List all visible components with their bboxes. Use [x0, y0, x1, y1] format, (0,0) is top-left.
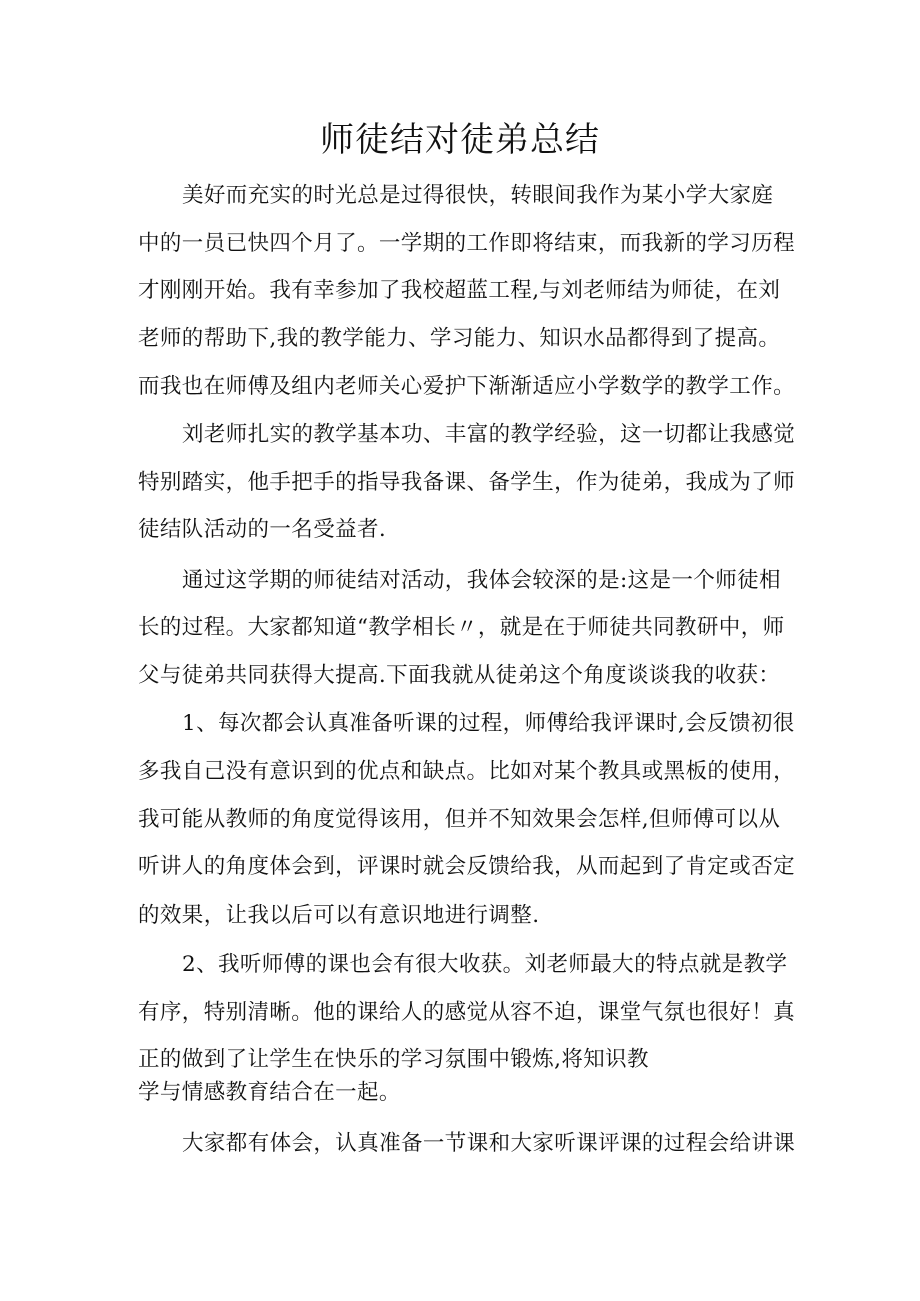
paragraph-line: 父与徒弟共同获得大提高.下面我就从徒弟这个角度谈谈我的收获： — [138, 663, 781, 688]
paragraph-line: 有序，特别清晰。他的课给人的感觉从容不迫，课堂气氛也很好！真 — [138, 1000, 796, 1025]
paragraph-line: 听讲人的角度体会到，评课时就会反馈给我，从而起到了肯定或否定 — [138, 854, 796, 879]
paragraph-line: 学与情感教育结合在一起。 — [138, 1080, 401, 1105]
paragraph-line: 我可能从教师的角度觉得该用，但并不知效果会怎样,但师傅可以从 — [138, 807, 781, 832]
paragraph-line: 的效果，让我以后可以有意识地进行调整. — [138, 903, 540, 928]
paragraph-line: 徒结队活动的一名受益者. — [138, 517, 387, 542]
paragraph-line: 长的过程。大家都知道“教学相长〃，就是在于师徒共同教研中，师 — [138, 615, 785, 640]
paragraph-line: 通过这学期的师徒结对活动，我体会较深的是:这是一个师徒相 — [182, 568, 781, 593]
paragraph-line: 大家都有体会，认真准备一节课和大家听课评课的过程会给讲课 — [182, 1131, 796, 1156]
document-title: 师徒结对徒弟总结 — [320, 120, 600, 160]
paragraph-line: 老师的帮助下,我的教学能力、学习能力、知识水品都得到了提高。 — [138, 326, 781, 351]
paragraph-line: 2、我听师傅的课也会有很大收获。刘老师最大的特点就是教学 — [182, 952, 788, 977]
paragraph-line: 刘老师扎实的教学基本功、丰富的教学经验，这一切都让我感觉 — [182, 422, 796, 447]
paragraph-line: 正的做到了让学生在快乐的学习氛围中锻炼,将知识教 — [138, 1047, 649, 1072]
paragraph-line: 多我自己没有意识到的优点和缺点。比如对某个教具或黑板的使用， — [138, 759, 796, 784]
paragraph-line: 1、每次都会认真准备听课的过程，师傅给我评课时,会反馈初很 — [182, 711, 795, 736]
paragraph-line: 美好而充实的时光总是过得很快，转眼间我作为某小学大家庭 — [182, 183, 774, 208]
paragraph-line: 中的一员已快四个月了。一学期的工作即将结束，而我新的学习历程 — [138, 231, 796, 256]
paragraph-line: 而我也在师傅及组内老师关心爱护下渐渐适应小学数学的教学工作。 — [138, 374, 796, 399]
paragraph-line: 特别踏实，他手把手的指导我备课、备学生，作为徒弟，我成为了师 — [138, 470, 796, 495]
paragraph-line: 才刚刚开始。我有幸参加了我校超蓝工程,与刘老师结为师徒，在刘 — [138, 278, 781, 303]
